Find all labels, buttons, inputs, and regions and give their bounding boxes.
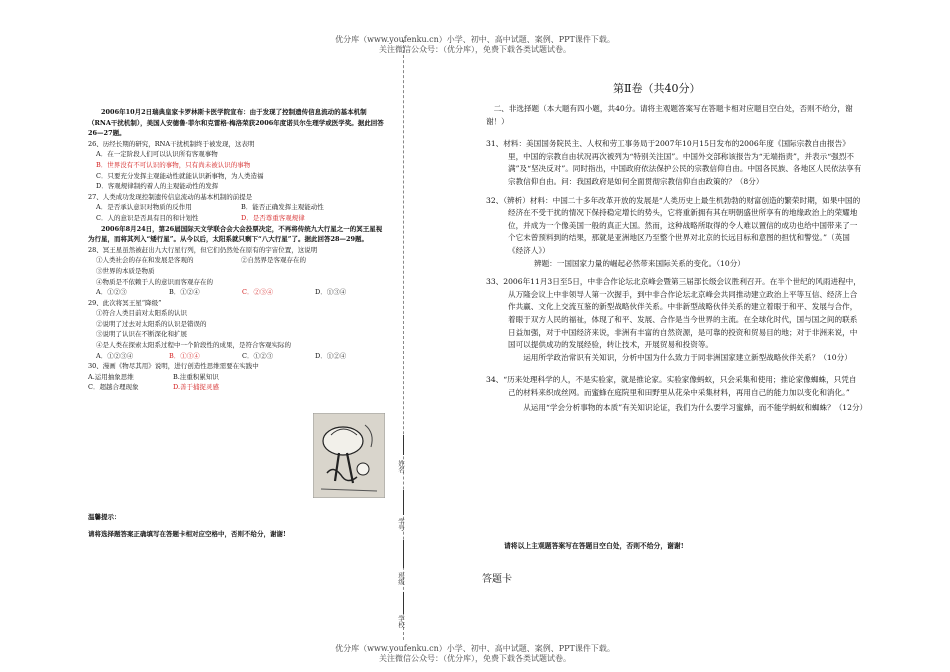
watermark-line1: 优分库（www.youfenku.cn）小学、初中、高中试题、案例、PPT课件下载。 — [335, 644, 615, 653]
q30-option-a: A.运用抽象思维 — [88, 372, 134, 381]
q29-option-b: B．①③④ — [169, 351, 200, 360]
q28-option-b: B．①②④ — [169, 288, 200, 297]
q26-stem: 26、历经长期的研究，RNA干扰机制终于被发现，这表明 — [88, 139, 255, 148]
q27-option-b: B．能否正确发挥主观能动性 — [241, 203, 324, 212]
section-intro: 二、非选择题（本大题有四小题，共40分。请将主观题答案写在答题卡相对应题目空白处，否则不给分，谢谢！） — [486, 104, 853, 126]
q26-option-a: A．在一定阶段人们可以认识所有客观事物 — [96, 150, 218, 159]
watermark-bottom — [0, 644, 950, 664]
question-30 — [88, 361, 388, 393]
class-blank — [403, 540, 404, 568]
binding-label-class: 班级 — [397, 572, 405, 585]
q28-option-c: C．②③④ — [242, 288, 273, 297]
q28-item-2: ②自然界是客观存在的 — [241, 256, 306, 265]
question-28 — [88, 245, 388, 298]
binding-label-id: 学号 — [397, 518, 405, 531]
left-column — [88, 107, 388, 393]
q27-option-c: C．人的意识是否具有目的和计划性 — [96, 213, 199, 222]
question-33: 33、2006年11月3日至5日，中非合作论坛北京峰会暨第三届部长级会议胜利召开。在半个世纪的风雨进程中，从万隆会议上中非领导人第一次握手，到中非合作论坛北京峰会共同推动建立政治上平等互信、经济上合作共赢、文化上交流互鉴的新型战略伙伴关系。中非新型战略伙伴关系的建立着眼于和平、发展与合作，着眼于双方人民的福祉，体现了和平、发展、合作是当今世界的主流。在全球化时代，国与国之间的联系日益加强，对于中国经济来说，非洲有丰富的自然资源，是可靠的投资和贸易目的地；对于非洲来说，中国可以提供成功的发展经验，转让技术，开展贸易和投资等。 — [486, 277, 861, 350]
q27-stem: 27、人类成功发现控制遗传信息流动的基本机制的前提是 — [88, 192, 253, 201]
binding-label-name: 姓名 — [397, 460, 405, 473]
question-27 — [88, 192, 388, 224]
question-34: 34、“历来处理科学的人，不是实验家，就是推论家。实验家像蚂蚁，只会采集和使用；推论家像蜘蛛，只凭自己的材料来织成丝网。而蜜蜂在庭院里和田野里从花朵中采集材料，再用自己的能力加以变化和消化。” — [486, 375, 857, 397]
q26-option-c: C．只要充分发挥主观能动性就能认识新事物，为人类造福 — [96, 171, 264, 180]
binding-label-school: 学校 — [397, 615, 405, 628]
watermark-line2: 关注微信公众号：（优分库），免费下载各类试题试卷。 — [379, 45, 571, 54]
q28-item-1: ①人类社会的存在和发展是客观的 — [96, 256, 194, 265]
intro-28-29: 2006年8月24日，第26届国际天文学联合会大会投票决定，不再将传统九大行星之一的冥王星视为行星，而将其列入“矮行星”。从今以后，太阳系就只剩下“八大行星”了。据此回答28—29题。 — [88, 224, 383, 244]
answer-card-title: 答题卡 — [482, 574, 512, 585]
q26-option-b: B．世界没有不可认识的事物，只有尚未被认识的事物 — [96, 160, 251, 169]
q29-item-1: ①符合人类目前对太阳系的认识 — [96, 309, 187, 318]
q28-item-4: ④物质是不依赖于人的意识而客观存在的 — [96, 277, 213, 286]
cartoon-image — [313, 413, 385, 498]
q29-stem: 29、此次将冥王星“降级” — [88, 298, 162, 307]
watermark-top — [0, 35, 950, 55]
q27-option-d: D．是否尊重客观规律 — [241, 213, 305, 222]
q27-option-a: A．是否承认意识对物质的反作用 — [96, 203, 192, 212]
watermark-line1: 优分库（www.youfenku.cn）小学、初中、高中试题、案例、PPT课件下载。 — [335, 35, 615, 44]
q29-item-4: ④是人类在探索太阳系过程中一个阶段性的成果，是符合客观实际的 — [96, 341, 291, 350]
q28-option-d: D．①③④ — [315, 288, 347, 297]
q34-ask: 从运用“学会分析事物的本质”有关知识论证，我们为什么要学习蜜蜂，而不能学蚂蚁和蜘蛛？（12分） — [523, 403, 868, 413]
q28-stem: 28、冥王星虽然被赶出九大行星行列，但它们仍然处在原有的宇宙位置，这说明 — [88, 245, 318, 254]
question-29 — [88, 298, 388, 362]
q29-option-c: C．①②③ — [242, 351, 273, 360]
q29-item-2: ②说明了过去对太阳系的认识是错误的 — [96, 319, 207, 328]
id-blank — [403, 490, 404, 515]
q30-option-d: D.善于捕捉灵感 — [173, 383, 220, 392]
intro-26-27: 2006年10月2日瑞典皇家卡罗林斯卡医学院宣布：由于发现了控制遗传信息流动的基本机制（RNA干扰机制），美国人安德鲁·菲尔和克雷格·梅洛荣获2006年度诺贝尔生理学或医学奖。据此回答26—27题。 — [88, 108, 384, 138]
right-column — [486, 103, 868, 417]
q30-option-b: B.注重积累知识 — [173, 372, 219, 381]
watermark-line2: 关注微信公众号：（优分库），免费下载各类试题试卷。 — [379, 654, 571, 663]
binding-strip — [397, 40, 411, 640]
q29-option-a: A．①②③④ — [96, 351, 134, 360]
question-32: 32、（辨析）材料：中国二十多年改革开放的发展是“人类历史上最生机勃勃的财富创造的繁荣时期，如果中国的经济在不受干扰的情况下保持稳定增长的势头，它将重新拥有其在明朝盛世所享有的地缘政治上的荣耀地位，并成为一个像美国一般的真正大国。然而，这种战略所取得的令人难以置信的成功也给中国带来了一个它未曾预料到的结果，那就是亚洲地区乃至整个世界对北京的长远目标和意图的担忧和警觉。”（英国《经济人》） — [486, 195, 861, 255]
name-blank — [403, 435, 404, 455]
footer-note: 请将以上主观题答案写在答题目空白处，否则不给分，谢谢! — [504, 542, 684, 550]
q28-option-a: A．①②③ — [96, 288, 127, 297]
question-26 — [88, 139, 388, 192]
tip-title: 温馨提示： — [88, 513, 121, 521]
tip-text: 请将选择题答案正确填写在答题卡相对应空格中，否则不给分，谢谢! — [88, 529, 286, 538]
q29-option-d: D．①②④ — [315, 351, 347, 360]
q30-option-c: C．超越合理现象 — [88, 383, 139, 392]
q32-claim: 辨题：一国国家力量的崛起必然带来国际关系的变化。（10分） — [534, 258, 745, 268]
q26-option-d: D．客观规律制约着人的主观能动性的发挥 — [96, 182, 219, 191]
school-blank — [403, 592, 404, 614]
q33-ask: 运用所学政治常识有关知识，分析中国为什么致力于同非洲国家建立新型战略伙伴关系？（10分） — [523, 352, 852, 362]
q28-item-3: ③世界的本质是物质 — [96, 266, 155, 275]
section-title: 第Ⅱ卷（共40分） — [613, 82, 701, 95]
question-31: 31、材料：美国国务院民主、人权和劳工事务局于2007年10月15日发布的2006年度《国际宗教自由报告》里，中国的宗教自由状况再次被列为“特别关注国”。中国外交部称该报告为“无端指责”，并表示“强烈不满”及“坚决反对”。同时指出，中国政府依法保护公民的宗教信仰自由。中国各民族、各地区人民依法享有宗教信仰自由。问：我国政府是如何全面贯彻宗教信仰自由政策的？（8分） — [486, 139, 862, 186]
q30-stem: 30、漫画《物尽其用》说明，进行创造性思维需要在实践中 — [88, 362, 259, 371]
tip-box — [88, 512, 388, 539]
q29-item-3: ③说明了认识在不断深化和扩展 — [96, 330, 187, 339]
